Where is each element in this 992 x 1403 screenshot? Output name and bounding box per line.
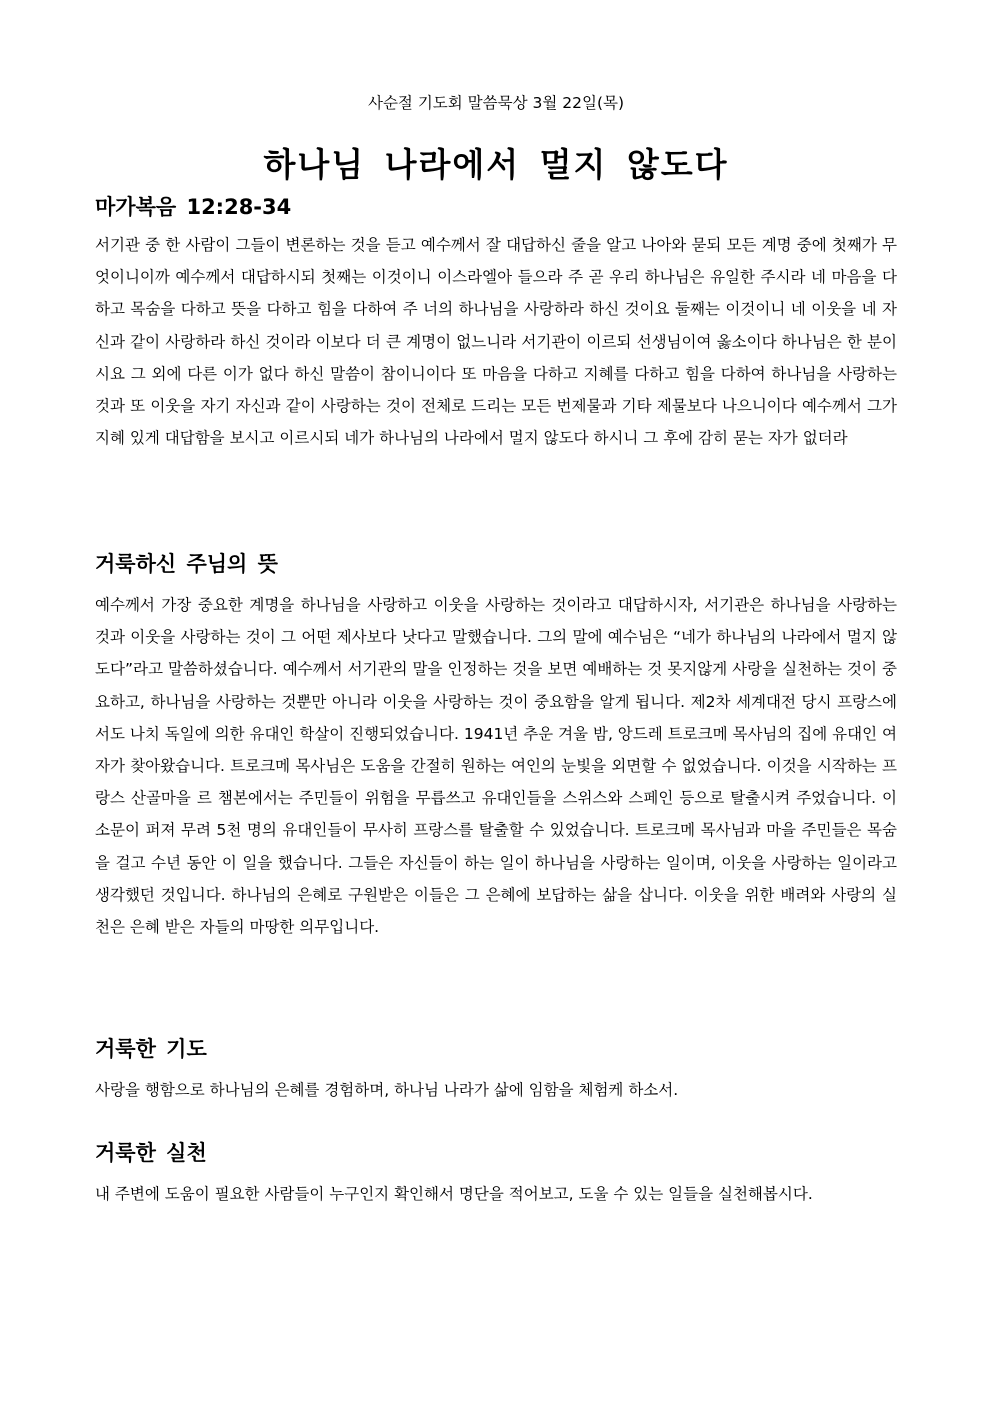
prayer-text: 사랑을 행함으로 하나님의 은혜를 경험하며, 하나님 나라가 삶에 임함을 체험케 하소서.: [95, 1081, 679, 1099]
prayer-heading: 거룩한 기도: [95, 1037, 207, 1061]
scripture-text: 서기관 중 한 사람이 그들이 변론하는 것을 듣고 예수께서 잘 대답하신 줄을 알고 나아와 묻되 모든 계명 중에 첫째가 무엇이니이까 예수께서 대답하시되 첫째는 이것이니 이스라엘아 들으라 주 곧 우리 하나님은 유일한 주시라 네 마음을 다하고 목숨을 다하고 뜻을 다하고 힘을 다하여 주 너의 하나님을 사랑하라 하신 것이요 둘째는 이것이니 네 이웃을 네 자신과 같이 사랑하라 하신 것이라 이보다 더 큰 계명이 없느니라 서기관이 이르되 선생님이여 옳소이다 하나님은 한 분이시요 그 외에 다른 이가 없다 하신 말씀이 참이니이다 또 마음을 다하고 지혜를 다하고 힘을 다하여 하나님을 사랑하는 것과 또 이웃을 자기 자신과 같이 사랑하는 것이 전체로 드리는 모든 번제물과 기타 제물보다 나으니이다 예수께서 그가 지혜 있게 대답함을 보시고 이르시되 네가 하나님의 나라에서 멀지 않도다 하시니 그 후에 감히 묻는 자가 없더라: [95, 236, 897, 448]
meaning-text: 예수께서 가장 중요한 계명을 하나님을 사랑하고 이웃을 사랑하는 것이라고 대답하시자, 서기관은 하나님을 사랑하는 것과 이웃을 사랑하는 것이 그 어떤 제사보다 낫다고 말했습니다. 그의 말에 예수님은 “네가 하나님의 나라에서 멀지 않도다”라고 말씀하셨습니다. 예수께서 서기관의 말을 인정하는 것을 보면 예배하는 것 못지않게 사랑을 실천하는 것이 중요하고, 하나님을 사랑하는 것뿐만 아니라 이웃을 사랑하는 것이 중요함을 알게 됩니다. 제2차 세계대전 당시 프랑스에서도 나치 독일에 의한 유대인 학살이 진행되었습니다. 1941년 추운 겨울 밤, 앙드레 트로크메 목사님의 집에 유대인 여자가 찾아왔습니다. 트로크메 목사님은 도움을 간절히 원하는 여인의 눈빛을 외면할 수 없었습니다. 이것을 시작하는 프랑스 산골마을 르 챔본에서는 주민들이 위험을 무릅쓰고 유대인들을 스위스와 스페인 등으로 탈출시켜 주었습니다. 이 소문이 퍼져 무려 5천 명의 유대인들이 무사히 프랑스를 탈출할 수 있었습니다. 트로크메 목사님과 마을 주민들은 목숨을 걸고 수년 동안 이 일을 했습니다. 그들은 자신들이 하는 일이 하나님을 사랑하는 일이며, 이웃을 사랑하는 일이라고 생각했던 것입니다. 하나님의 은혜로 구원받은 이들은 그 은혜에 보답하는 삶을 삽니다. 이웃을 위한 배려와 사랑의 실천은 은혜 받은 자들의 마땅한 의무입니다.: [95, 596, 897, 937]
scripture-section: [95, 192, 897, 454]
practice-text: 내 주변에 도움이 필요한 사람들이 누구인지 확인해서 명단을 적어보고, 도울 수 있는 일들을 실천해봅시다.: [95, 1185, 813, 1203]
meaning-section: [95, 549, 897, 943]
practice-heading: 거룩한 실천: [95, 1141, 207, 1165]
scripture-heading: 마가복음 12:28-34: [95, 195, 292, 219]
meaning-heading: 거룩하신 주님의 뜻: [95, 552, 278, 576]
prayer-section: [95, 1034, 897, 1106]
document-title: 하나님 나라에서 멀지 않도다: [263, 145, 729, 184]
document-subtitle: 사순절 기도회 말씀묵상 3월 22일(목): [367, 94, 625, 112]
practice-section: [95, 1138, 897, 1210]
